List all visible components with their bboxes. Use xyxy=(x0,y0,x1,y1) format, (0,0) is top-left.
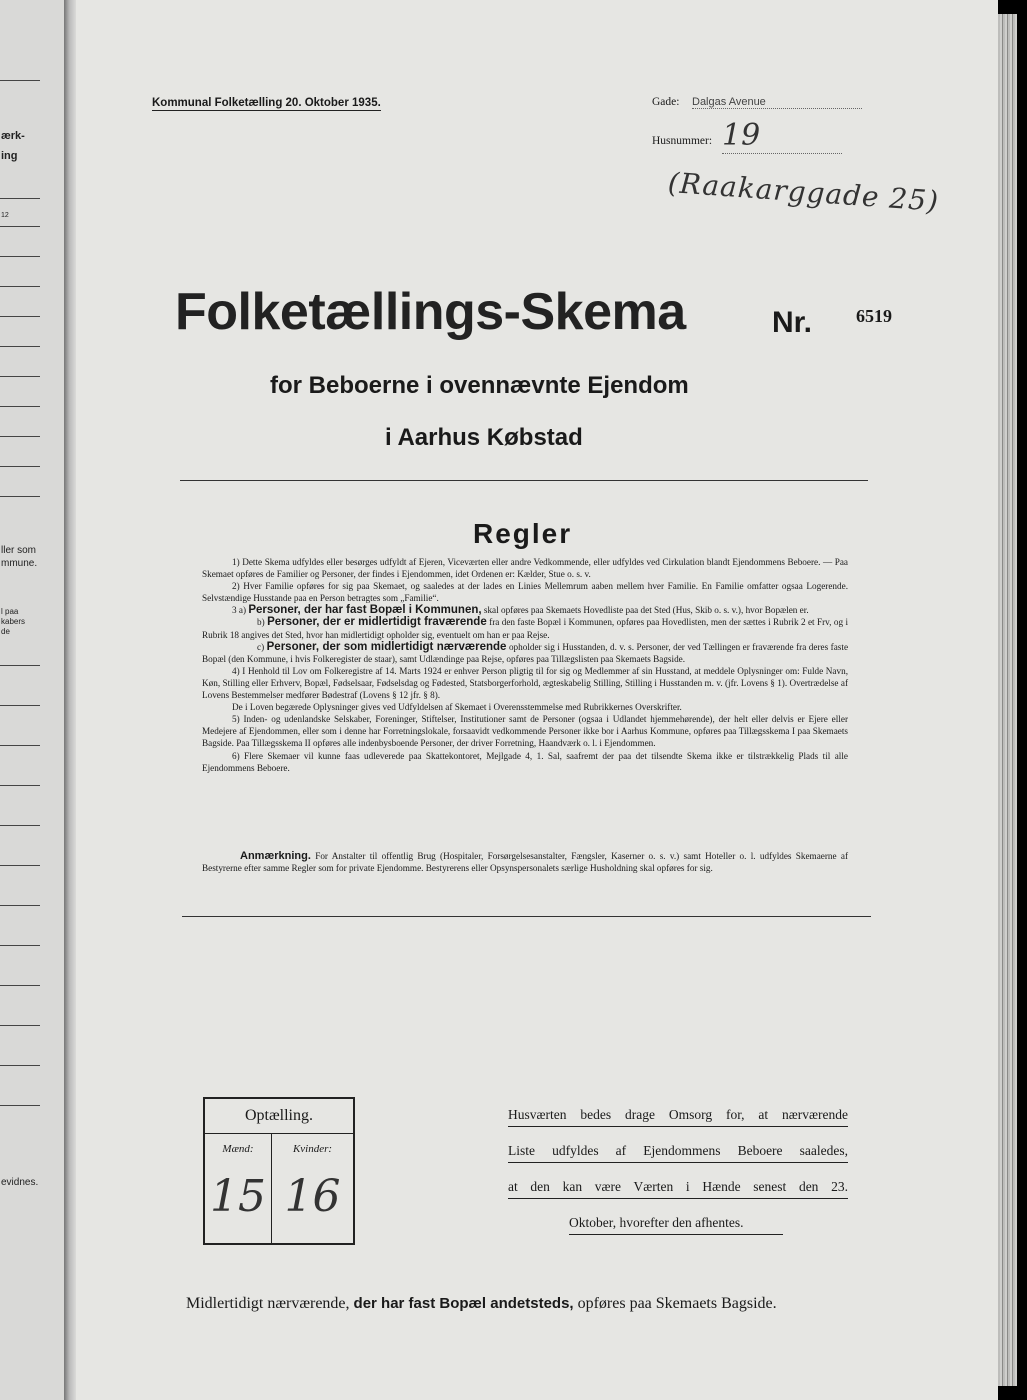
notice-line-2: Liste udfyldes af Ejendommens Beboere saaledes, xyxy=(508,1140,848,1163)
handwritten-note: (Raakarggade 25) xyxy=(666,166,941,218)
house-number-value: 19 xyxy=(722,118,842,154)
women-count: 16 xyxy=(284,1171,341,1222)
form-subtitle-2: i Aarhus Købstad xyxy=(385,424,583,451)
notice-line-1: Husværten bedes drage Omsorg for, at nærværende xyxy=(508,1104,848,1127)
annotation-text: For Anstalter til offentlig Brug (Hospitaler, Forsørgelsesanstalter, Fængsler, Kaserner o. s. v.) samt Hoteller o. l. udfyldes Skemaerne af Bestyrerne efter samme Regler som for private Ejendomme. Bestyrerens eller Opsynspersonalets særlige Husholdning skal opføres for sig. xyxy=(202,851,849,874)
annotation xyxy=(202,850,848,874)
rule-line xyxy=(0,905,40,906)
fragment-text: kabers xyxy=(1,617,26,626)
rule-3a-text: skal opføres paa Skemaets Hovedliste paa det Sted (Hus, Skib o. s. v.), hvor Bopælen er. xyxy=(483,605,809,616)
rule-line xyxy=(0,945,40,946)
rule-line xyxy=(0,406,40,407)
rule-line xyxy=(0,745,40,746)
rule-3a xyxy=(202,604,848,616)
men-column xyxy=(205,1133,272,1243)
rule-line xyxy=(0,825,40,826)
footer-text-c: opføres paa Skemaets Bagside. xyxy=(577,1295,777,1312)
rule-line xyxy=(0,1105,40,1106)
rule-3b-emphasis: Personer, der er midlertidigt fraværende xyxy=(267,616,487,629)
divider-line xyxy=(182,916,871,917)
count-box xyxy=(203,1097,355,1245)
house-number-label: Husnummer: xyxy=(652,135,713,147)
men-label: Mænd: xyxy=(222,1143,254,1155)
rule-3c-emphasis: Personer, der som midlertidigt nærværende xyxy=(266,640,507,653)
form-title: Folketællings-Skema xyxy=(175,283,686,341)
rule-3b-number: b) xyxy=(257,617,265,628)
census-line: Kommunal Folketælling 20. Oktober 1935. xyxy=(152,97,381,109)
rule-1: 1) Dette Skema udfyldes eller besørges udfyldt af Ejeren, Viceværten eller andre Vedkommende, eller udfyldes ved Cirkulation blandt Ejendommens Beboere. — Paa Skemaet opføres de Familier og Personer, der findes i Ejendommen, idet Ordenen er: Kælder, Stue o. s. v. xyxy=(202,557,848,580)
women-label: Kvinder: xyxy=(292,1143,333,1155)
street-value: Dalgas Avenue xyxy=(692,96,862,109)
landlord-notice xyxy=(508,1104,848,1248)
notice-line-4: Oktober, hvorefter den afhentes. xyxy=(569,1212,783,1235)
rule-line xyxy=(0,346,40,347)
rule-line xyxy=(0,985,40,986)
rules-text xyxy=(202,556,848,774)
rule-line xyxy=(0,376,40,377)
rule-4: 4) I Henhold til Lov om Folkeregistre af 14. Marts 1924 er enhver Person pligtig til for sig og Medlemmer af sin Husstand, at meddele Oplysninger om: Fulde Navn, Køn, Stilling eller Erhverv, Bopæl, Fødselsaar, Fødselsdag og Fødested, Statsborgerforhold, ægteskabelig Stilling, Stilling i Husstanden m. v. (jfr. Lovens § 1). Overtrædelse af Lovens Bestemmelser medfører Bødestraf (Lovens § 12 jfr. § 8). xyxy=(202,665,848,701)
rule-2: 2) Hver Familie opføres for sig paa Skemaet, og saaledes at der lades en Linies Mellemrum aaben mellem hver Familie. En Familie omfatter ogsaa Logerende. Selvstændige Husstande paa en Person betragtes som „Familie“. xyxy=(202,581,848,604)
form-number-label: Nr. xyxy=(772,306,813,339)
rule-5: 5) Inden- og udenlandske Selskaber, Foreninger, Stiftelser, Institutioner samt de Personer (ogsaa i Udlandet hjemmehørende), der helt eller delvis er Ejere eller Medejere af Ejendommen, eller som i denne har Forretningslokale, forsaavidt vedkommende Personer ikke bor i Aarhus Kommune, opføres paa Tillægsskema I paa Skemaets Bagside. Paa Tillægsskema II opføres alle indenbysboende Personer, der driver Forretning, Haandværk o. l. i Ejendommen. xyxy=(202,714,848,749)
fragment-text: ller som xyxy=(1,545,37,556)
rule-line xyxy=(0,665,40,666)
rule-3a-emphasis: Personer, der har fast Bopæl i Kommunen, xyxy=(248,604,482,617)
rule-line xyxy=(0,80,40,81)
fragment-text: l paa xyxy=(1,607,19,616)
men-count: 15 xyxy=(210,1171,266,1222)
fragment-text: evidnes. xyxy=(1,1177,39,1188)
rule-3c xyxy=(202,641,848,665)
rule-3b xyxy=(202,616,848,640)
fragment-text: de xyxy=(1,627,10,636)
count-box-title: Optælling. xyxy=(205,1099,353,1134)
rule-line xyxy=(0,785,40,786)
rule-line xyxy=(0,496,40,497)
rule-line xyxy=(0,436,40,437)
footer-text-b: der har fast Bopæl andetsteds, xyxy=(353,1295,574,1312)
footer-text-a: Midlertidigt nærværende, xyxy=(186,1295,350,1312)
rule-line xyxy=(0,226,40,227)
fragment-text: ærk- xyxy=(1,130,25,142)
rule-3c-number: c) xyxy=(257,641,265,652)
rule-line xyxy=(0,705,40,706)
rules-heading: Regler xyxy=(473,518,573,549)
rule-line xyxy=(0,316,40,317)
notice-line-3: at den kan være Værten i Hænde senest den 23. xyxy=(508,1176,848,1199)
rule-3a-number: 3 a) xyxy=(232,605,247,616)
rule-line xyxy=(0,286,40,287)
street-label: Gade: xyxy=(652,96,680,108)
adjacent-page-fragment xyxy=(0,0,68,1400)
women-column xyxy=(272,1133,353,1243)
form-number-value: 6519 xyxy=(856,306,892,326)
rule-6: 6) Flere Skemaer vil kunne faas udleverede paa Skattekontoret, Mejlgade 4, 1. Sal, saafremt der paa det tilsendte Skema ikke er tilstrækkelig Plads til alle Ejendommens Beboere. xyxy=(202,750,848,773)
footer-note xyxy=(186,1295,777,1313)
fragment-text: 12 xyxy=(1,212,9,219)
divider-line xyxy=(180,480,868,481)
rule-line xyxy=(0,1025,40,1026)
rule-line xyxy=(0,198,40,199)
fragment-text: mmune. xyxy=(1,558,38,569)
rule-4b: De i Loven begærede Oplysninger gives ved Udfyldelsen af Skemaet i Overensstemmelse med Rubrikkernes Overskrifter. xyxy=(232,702,682,713)
rule-3c-text: opholder sig i Husstanden, d. v. s. Personer, der ved Tællingen er fraværende fra deres faste Bopæl (den Kommune, i hvis Folkeregister de staar), samt Udlændinge paa Rejse, opføres paa Tillægslisten paa Skemaets Bagside. xyxy=(202,641,849,664)
fragment-text: ing xyxy=(1,150,18,162)
form-subtitle-1: for Beboerne i ovennævnte Ejendom xyxy=(270,372,689,399)
rule-line xyxy=(0,256,40,257)
rule-line xyxy=(0,865,40,866)
rule-line xyxy=(0,466,40,467)
annotation-label: Anmærkning. xyxy=(240,850,311,862)
rule-3b-text: fra den faste Bopæl i Kommunen, opføres paa Hovedlisten, men der sættes i Rubrik 2 et Frv, og i Rubrik 18 angives det Sted, hvor han midlertidigt opholder sig, eventuelt om han er paa Rejse. xyxy=(202,617,849,640)
rule-line xyxy=(0,1065,40,1066)
